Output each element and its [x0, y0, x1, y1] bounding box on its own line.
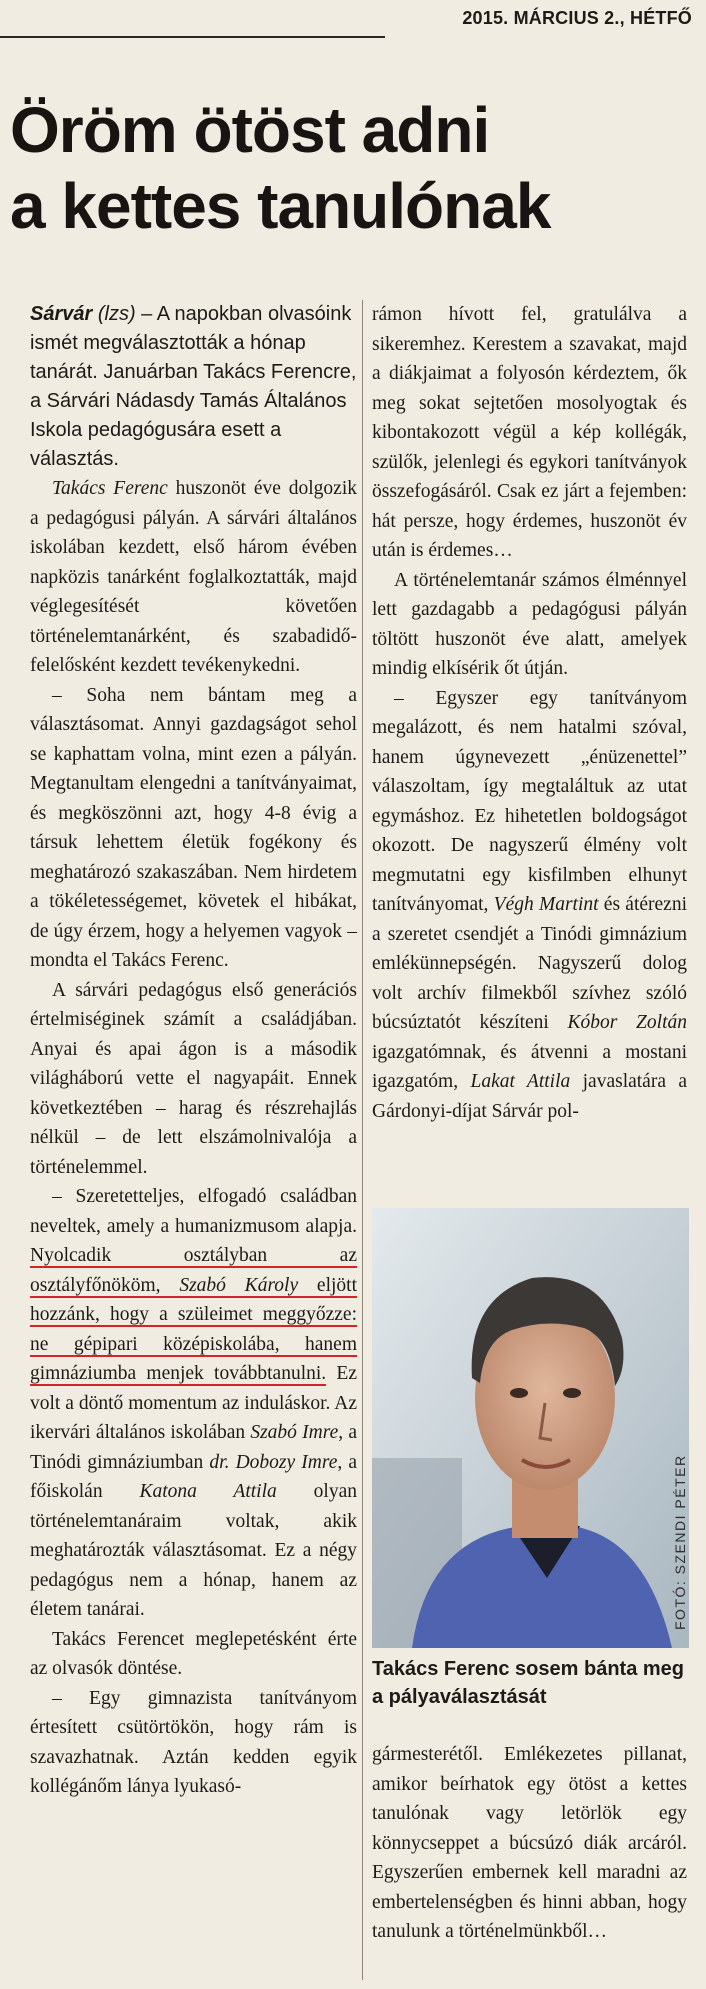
person-name: Szabó Imre	[250, 1422, 339, 1443]
lead-paragraph	[30, 300, 357, 474]
paragraph-text: igazgatómnak, és átvenni a mostani igazgatóm,	[372, 1041, 687, 1092]
paragraph-text: és átérezni a szeretet csendjét a Tinódi gimnázium emlékünnepségén. Nagyszerű dolog volt archív filmekből szívhez szóló búcsúztatót készíteni	[372, 894, 687, 1033]
paragraph-text: huszonöt éve dolgozik a pedagógusi pályán. A sárvári általános iskolában kezdett, első három évében napközis tanárként foglalkoztatták, majd véglegesítését követően történelemtanárként, és szabadidő-felelősként kezdett tevékenykedni.	[30, 478, 357, 676]
person-name: Szabó Károly	[179, 1274, 299, 1296]
highlighted-text: eljött hozzánk, hogy a szüleimet meggyőzze: ne gépipari középiskolába, hanem gimnáziumba menjek továbbtanulni.	[30, 1274, 357, 1384]
highlighted-text: Nyolcadik osztályban az osztályfőnököm,	[30, 1245, 357, 1296]
person-name: Kóbor Zoltán	[567, 1012, 687, 1033]
person-name: dr. Dobozy Imre	[209, 1451, 338, 1473]
issue-date: 2015. MÁRCIUS 2., HÉTFŐ	[462, 8, 692, 28]
author-initials: (lzs)	[97, 303, 136, 325]
photo-caption: Takács Ferenc sosem bánta meg a pályaválasztását	[372, 1658, 684, 1708]
portrait-photo	[372, 1208, 689, 1648]
lead-text: – A napokban olvasóink ismét megválasztották a hónap tanárát. Januárban Takács Ferencre, a Sárvári Nádasdy Tamás Általános Iskola pedagógusára esett a választás.	[30, 303, 357, 470]
paragraph-text: – Szeretetteljes, elfogadó családban neveltek, amely a humanizmusom alapja.	[30, 1186, 357, 1237]
body-paragraph: – Egy gimnazista tanítványom értesített csütörtökön, hogy rám is szavazhatnak. Aztán kedden egyik kollégánőm lánya lyukasó-	[30, 1687, 357, 1797]
dateline-place: Sárvár	[30, 303, 93, 325]
body-paragraph: rámon hívott fel, gratulálva a sikeremhez. Kerestem a szavakat, majd a diákjaimat a folyosón kérdeztem, ők meg sokat sejtetően mosolyogtak és kibontakozott végül a kép kollégák, szülők, jelenlegi és egykori tanítványok összefogásáról. Csak ez járt a fejemben: hát persze, hogy érdemes, huszonöt év után is érdemes…	[372, 304, 687, 561]
body-paragraph: – Soha nem bántam meg a választásomat. Annyi gazdagságot sehol se kaphattam volna, mint ezen a pályán. Megtanultam elengedni a tanítványaimat, és megköszönni azt, hogy 4-8 évig a társuk lehettem életük fogékony és meghatározó szakaszában. Nem hirdetem a tökéletességemet, követek el hibákat, de úgy érzem, hogy a helyemen vagyok – mondta el Takács Ferenc.	[30, 684, 357, 971]
paragraph-text: javaslatára a Gárdonyi-díjat Sárvár pol-	[372, 1071, 688, 1122]
body-paragraph	[30, 1182, 357, 1625]
body-paragraph: A sárvári pedagógus első generációs értelmiséginek számít a családjában. Anyai és apai ágon is a második világháború vette el nagyapáit. Ennek következtében – harag és részrehajlás nélkül – de lett elszámolnivalója a történelemmel.	[30, 979, 357, 1178]
headline	[10, 92, 700, 244]
paragraph-text: – Egyszer egy tanítványom megalázott, és nem hatalmi szóval, hanem úgynevezett „énüzenettel” válaszoltam, így megtaláltuk az utat egymáshoz. Ez hihetetlen boldogságot okozott. De nagyszerű élmény volt megmutatni egy kisfilmben elhunyt tanítványomat,	[372, 687, 687, 915]
article-left-column	[30, 300, 357, 1802]
body-paragraph: A történelemtanár számos élménnyel lett gazdagabb a pedagógusi pályán töltött huszonöt éve alatt, amelyek mindig elkísérik őt útján.	[372, 569, 687, 679]
paragraph-text: Ez volt a döntő momentum az induláskor. Az ikervári általános iskolában	[30, 1363, 357, 1443]
paragraph-text: , a Tinódi gimnáziumban	[30, 1422, 357, 1473]
header-rule	[0, 36, 385, 38]
portrait-illustration	[372, 1208, 689, 1648]
paragraph-text: olyan történelemtanáraim voltak, akik meghatározták választásomat. Ez a négy pedagógus nem a hónap, hanem az életem tanárai.	[30, 1481, 357, 1620]
body-paragraph: Takács Ferencet meglepetésként érte az olvasók döntése.	[30, 1628, 357, 1679]
person-name: Végh Martint	[493, 894, 599, 915]
article-right-column	[372, 300, 687, 1126]
paragraph-text: , a főiskolán	[30, 1451, 357, 1502]
person-name: Takács Ferenc	[52, 478, 168, 499]
article-right-column-continued	[372, 1740, 687, 1947]
photo-credit: FOTÓ: SZENDI PÉTER	[672, 1454, 688, 1630]
headline-line-2: a kettes tanulónak	[10, 170, 551, 242]
body-paragraph	[372, 684, 687, 1127]
body-paragraph: gármesterétől. Emlékezetes pillanat, amikor beírhatok egy ötöst a kettes tanulónak vagy letörlök egy könnycseppet a búcsúzó diák arcáról. Egyszerűen embernek kell maradni az embertelenségben és hinni abban, hogy tanulunk a történelmünkből…	[372, 1744, 687, 1942]
body-paragraph	[30, 474, 357, 681]
column-divider	[362, 300, 363, 1980]
person-name: Katona Attila	[139, 1481, 277, 1502]
headline-line-1: Öröm ötöst adni	[10, 94, 490, 166]
person-name: Lakat Attila	[470, 1071, 571, 1092]
